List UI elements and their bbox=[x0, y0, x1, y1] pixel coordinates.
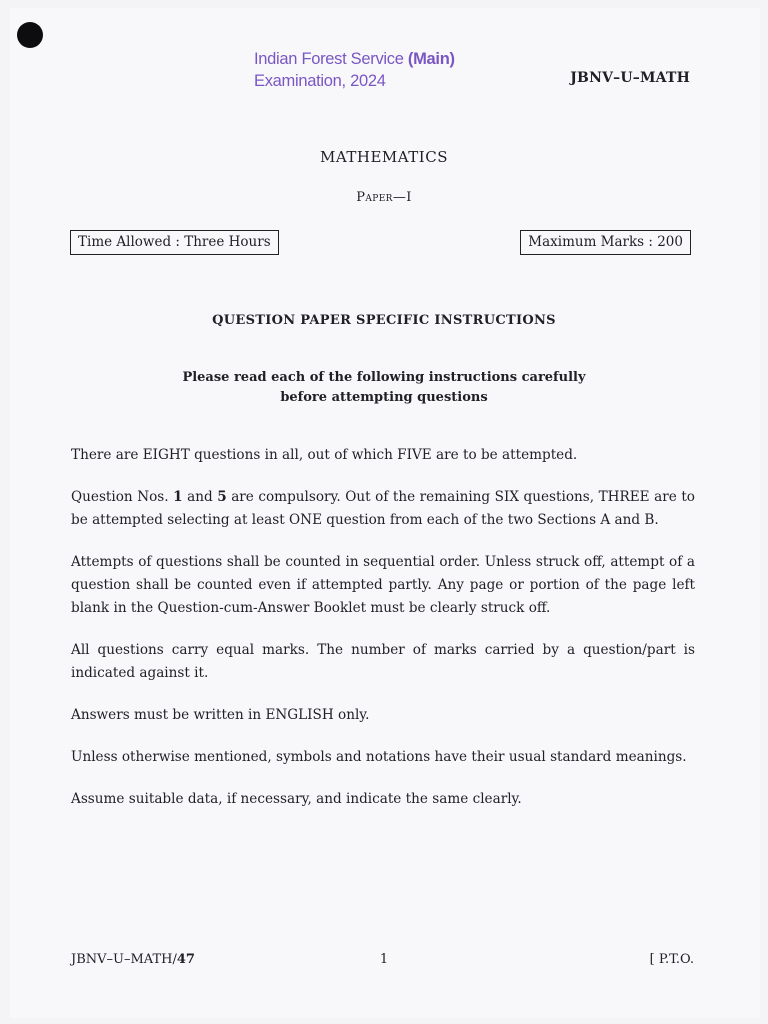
instruction-paragraph bbox=[71, 486, 695, 532]
instruction-paragraph: Unless otherwise mentioned, symbols and notations have their usual standard meanings. bbox=[71, 749, 687, 765]
instruction-paragraph: There are EIGHT questions in all, out of which FIVE are to be attempted. bbox=[71, 447, 578, 463]
punch-hole bbox=[17, 22, 43, 48]
maximum-marks-box: Maximum Marks : 200 bbox=[520, 230, 691, 255]
instruction-text: are compulsory. Out of the remaining SIX questions, THREE are to be attempted selecting at least ONE question from each of the two Sections A and B. bbox=[71, 489, 695, 528]
subheading-line-2: before attempting questions bbox=[280, 390, 488, 405]
question-number: 5 bbox=[217, 489, 227, 505]
stamp-line-2: Examination, 2024 bbox=[254, 72, 386, 90]
paper-code: JBNV–U–MATH bbox=[570, 70, 690, 86]
footer-code-text: JBNV–U–MATH/ bbox=[71, 952, 177, 967]
instructions-subheading bbox=[0, 368, 768, 408]
instructions-heading: QUESTION PAPER SPECIFIC INSTRUCTIONS bbox=[212, 313, 556, 328]
page-number: 1 bbox=[379, 952, 389, 967]
instruction-paragraph: Assume suitable data, if necessary, and indicate the same clearly. bbox=[71, 791, 522, 807]
instruction-paragraph: Attempts of questions shall be counted in sequential order. Unless struck off, attempt of a question shall be counted even if attempted partly. Any page or portion of the page left blank in the Question-cum-Answer Booklet must be clearly struck off. bbox=[71, 554, 695, 616]
paper-number: Paper—I bbox=[356, 190, 412, 205]
question-number: 1 bbox=[173, 489, 183, 505]
instructions-body bbox=[71, 444, 695, 830]
exam-stamp bbox=[254, 48, 455, 92]
footer-code-number: 47 bbox=[176, 952, 195, 967]
time-allowed-box: Time Allowed : Three Hours bbox=[70, 230, 279, 255]
stamp-main: (Main) bbox=[407, 50, 455, 68]
instruction-text: and bbox=[182, 489, 218, 505]
please-turn-over: [ P.T.O. bbox=[649, 952, 694, 967]
instruction-text: Question Nos. bbox=[71, 489, 174, 505]
subheading-line-1: Please read each of the following instructions carefully bbox=[182, 370, 586, 385]
stamp-text: Indian Forest Service bbox=[254, 50, 408, 68]
instruction-paragraph: Answers must be written in ENGLISH only. bbox=[71, 707, 370, 723]
subject-title: MATHEMATICS bbox=[320, 148, 448, 166]
stamp-line-1 bbox=[254, 48, 455, 70]
instruction-paragraph: All questions carry equal marks. The number of marks carried by a question/part is indicated against it. bbox=[71, 642, 695, 681]
